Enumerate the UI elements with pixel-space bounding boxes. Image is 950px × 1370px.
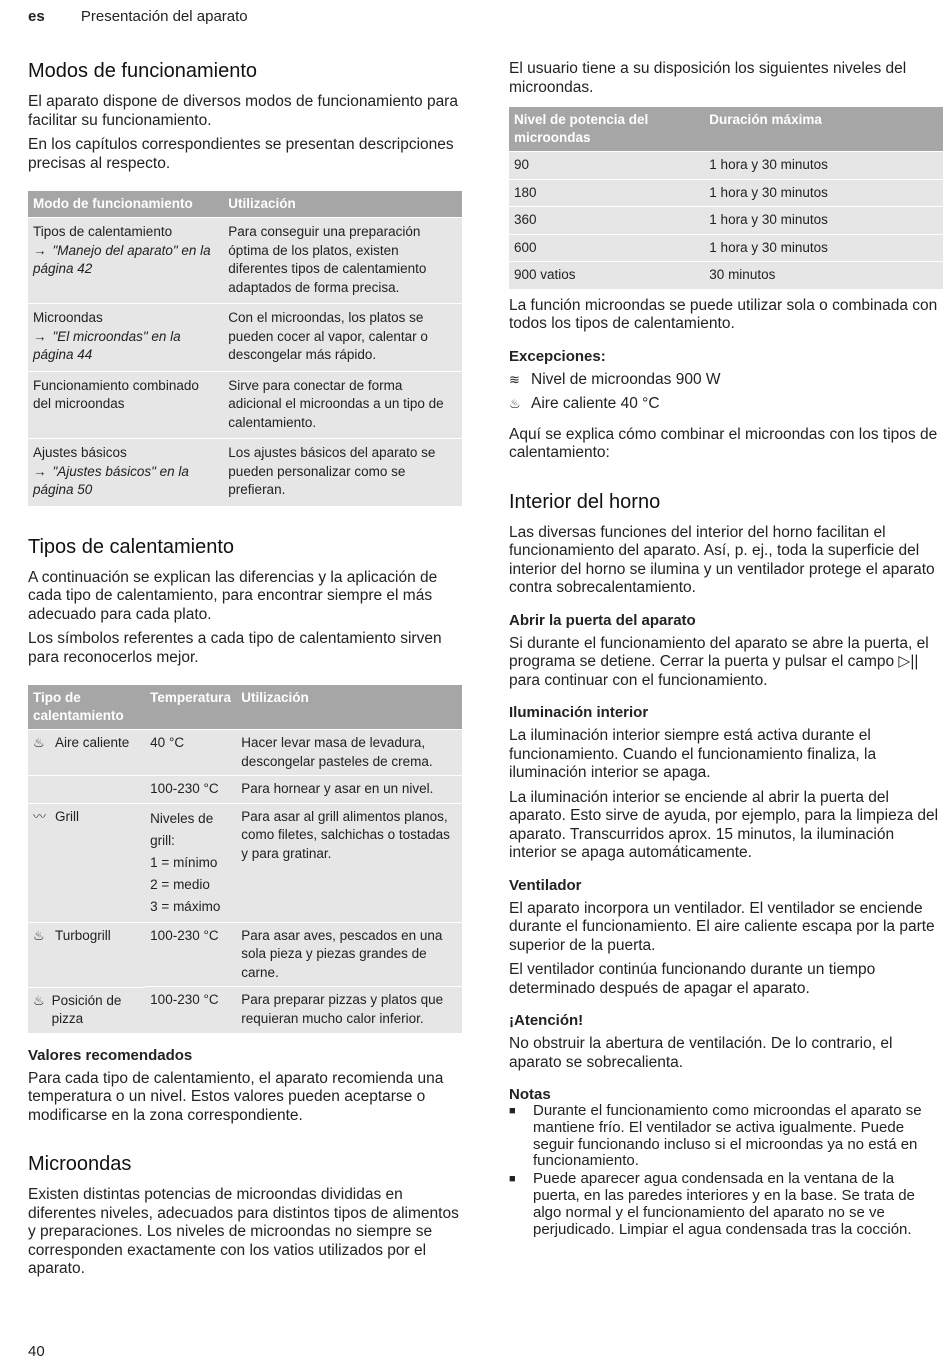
- reference-text: "Manejo del aparato" en la página 42: [33, 242, 211, 276]
- power-cell: 90: [509, 152, 704, 180]
- table-row: [28, 803, 462, 922]
- heating-paragraph-1: A continuación se explican las diferencias y la aplicación de cada tipo de calentamiento, para encontrar siempre el más adecuado para cada plato.: [28, 568, 438, 623]
- table-row: [28, 922, 462, 987]
- page-reference[interactable]: [33, 242, 218, 279]
- fan-heading: Ventilador: [509, 876, 582, 894]
- power-cell: 180: [509, 179, 704, 207]
- temp-cell: Niveles de grill: 1 = mínimo 2 = medio 3 = máximo: [145, 803, 236, 922]
- table-row: [28, 371, 462, 439]
- table-row: [28, 218, 462, 304]
- arrow-right-icon: →: [33, 463, 47, 479]
- heating-table: [28, 685, 462, 1033]
- use-cell: Sirve para conectar de forma adicional el microondas a un tipo de calentamiento.: [223, 371, 462, 439]
- heating-table-header-type: Tipo de calentamiento: [28, 685, 145, 730]
- modes-paragraph-1: El aparato dispone de diversos modos de funcionamiento para facilitar su funcionamiento.: [28, 93, 458, 129]
- reference-text: "El microondas" en la página 44: [33, 328, 181, 362]
- use-cell: Los ajustes básicos del aparato se pueden personalizar como se prefieran.: [223, 439, 462, 506]
- table-row: [28, 987, 462, 1033]
- right-column: [509, 60, 943, 1239]
- left-column: [28, 60, 462, 1285]
- temp-cell: 100-230 °C: [145, 776, 236, 804]
- interior-paragraph: Las diversas funciones del interior del horno facilitan el funcionamiento del aparato. Así, p. ej., toda la superficie del interior del horno se ilumina y un ventilador protege el aparato contra sobrecalentamiento.: [509, 523, 935, 596]
- hot-air-icon: ♨: [509, 396, 521, 411]
- microwave-paragraph: Existen distintas potencias de microondas divididas en diferentes niveles, adecuados para distintos tipos de alimentos y preparaciones. Los niveles de microondas no siempre se corresponden exactamente con los vatios utilizados por el aparato.: [28, 1186, 459, 1277]
- type-name: Turbogrill: [55, 927, 111, 943]
- pizza-position-icon: ♨: [33, 992, 45, 1008]
- grill-icon: 〰: [33, 808, 47, 824]
- modes-table: [28, 191, 462, 506]
- bullet-icon: ■: [509, 1173, 516, 1186]
- arrow-right-icon: →: [33, 328, 47, 344]
- exception-item: [509, 395, 943, 414]
- light-heading: Iluminación interior: [509, 704, 649, 721]
- microwave-icon: ≋: [509, 371, 520, 387]
- bullet-icon: ■: [509, 1105, 516, 1117]
- temp-cell: 100-230 °C: [145, 922, 236, 987]
- levels-header-power: Nivel de potencia del microondas: [509, 107, 704, 152]
- table-row: [28, 776, 462, 804]
- light-paragraph-2: La iluminación interior se enciende al abrir la puerta del aparato. Esto sirve de ayuda, por ejemplo, para la limpieza del aparato. Transcurridos aprox. 15 minutos, la iluminación interior se apaga automáticamente.: [509, 788, 939, 861]
- temp-cell: 40 °C: [145, 730, 236, 776]
- modes-table-header-use: Utilización: [223, 191, 462, 218]
- door-heading: Abrir la puerta del aparato: [509, 611, 696, 629]
- temp-cell: 100-230 °C: [145, 987, 236, 1033]
- list-item: [509, 1103, 943, 1170]
- combo-paragraph: La función microondas se puede utilizar sola o combinada con todos los tipos de calentamiento.: [509, 296, 938, 332]
- combo-explain: Aquí se explica cómo combinar el microondas con los tipos de calentamiento:: [509, 425, 938, 461]
- language-code: es: [28, 8, 45, 25]
- mode-cell: [28, 371, 223, 439]
- duration-cell: 1 hora y 30 minutos: [704, 179, 943, 207]
- table-row: [509, 262, 943, 289]
- page-reference[interactable]: [33, 328, 218, 365]
- microwave-levels-table: [509, 107, 943, 289]
- mode-name: Microondas: [33, 310, 103, 325]
- door-paragraph: Si durante el funcionamiento del aparato se abre la puerta, el programa se detiene. Cerrar la puerta y pulsar el campo ▷|| para continuar con el funcionamiento.: [509, 634, 929, 689]
- page-reference[interactable]: [33, 463, 218, 500]
- interior-heading: Interior del horno: [509, 490, 661, 513]
- hot-air-icon: ♨: [33, 735, 45, 750]
- exception-text: Nivel de microondas 900 W: [531, 370, 721, 388]
- exception-item: [509, 371, 943, 390]
- type-name: Grill: [55, 808, 79, 824]
- table-row: [509, 179, 943, 207]
- notes-heading: Notas: [509, 1086, 551, 1103]
- microwave-heading: Microondas: [28, 1153, 132, 1175]
- type-cell: [28, 922, 145, 987]
- duration-cell: 30 minutos: [704, 262, 943, 289]
- mode-cell: [28, 218, 223, 304]
- warning-paragraph: No obstruir la abertura de ventilación. De lo contrario, el aparato se sobrecalienta.: [509, 1035, 893, 1071]
- type-cell: [28, 730, 145, 776]
- heating-paragraph-2: Los símbolos referentes a cada tipo de calentamiento sirven para reconocerlos mejor.: [28, 630, 442, 666]
- power-cell: 900 vatios: [509, 262, 704, 289]
- levels-intro: El usuario tiene a su disposición los siguientes niveles del microondas.: [509, 60, 907, 96]
- mode-name: Tipos de calentamiento: [33, 224, 173, 239]
- duration-cell: 1 hora y 30 minutos: [704, 152, 943, 180]
- use-cell: Para asar aves, pescados en una sola pieza y piezas grandes de carne.: [236, 922, 462, 987]
- type-name: Aire caliente: [55, 735, 130, 750]
- section-title: Presentación del aparato: [80, 8, 248, 25]
- recommended-heading: Valores recomendados: [28, 1046, 193, 1064]
- type-cell: [28, 803, 145, 922]
- duration-cell: 1 hora y 30 minutos: [704, 234, 943, 262]
- page-number: 40: [28, 1343, 45, 1360]
- use-cell: Para hornear y asar en un nivel.: [236, 776, 462, 804]
- warning-heading: ¡Atención!: [509, 1012, 584, 1029]
- table-row: [509, 152, 943, 180]
- levels-header-duration: Duración máxima: [704, 107, 943, 152]
- modes-table-header-mode: Modo de funcionamiento: [28, 191, 223, 218]
- modes-heading: Modos de funcionamiento: [28, 60, 258, 82]
- use-cell: Para preparar pizzas y platos que requieran mucho calor inferior.: [236, 987, 462, 1033]
- table-row: [509, 207, 943, 235]
- page-header: [28, 8, 248, 25]
- list-item: [509, 1171, 943, 1238]
- table-row: [28, 730, 462, 776]
- type-name: Posición de pizza: [51, 992, 122, 1026]
- power-cell: 360: [509, 207, 704, 235]
- duration-cell: 1 hora y 30 minutos: [704, 207, 943, 235]
- fan-paragraph-1: El aparato incorpora un ventilador. El ventilador se enciende durante el funcionamiento. El aire caliente escapa por la parte superior de la puerta.: [509, 899, 935, 954]
- table-row: [28, 439, 462, 506]
- use-cell: Para conseguir una preparación óptima de los platos, existen diferentes tipos de calentamiento adaptados de forma precisa.: [223, 218, 462, 304]
- power-cell: 600: [509, 234, 704, 262]
- heating-table-header-temp: Temperatura: [145, 685, 236, 730]
- mode-name: Funcionamiento combinado del microondas: [33, 377, 199, 411]
- note-text: Puede aparecer agua condensada en la ventana de la puerta, en las paredes interiores y en la base. Se trata de algo normal y el funcionamiento del aparato no se ve perjudicado. Limpiar el agua condensada tras la cocción.: [533, 1170, 915, 1238]
- notes-list: [509, 1103, 943, 1238]
- recommended-paragraph: Para cada tipo de calentamiento, el aparato recomienda una temperatura o un nivel. Estos valores pueden aceptarse o modificarse en la zona correspondiente.: [28, 1069, 444, 1124]
- table-row: [509, 234, 943, 262]
- arrow-right-icon: →: [33, 242, 47, 258]
- modes-paragraph-2: En los capítulos correspondientes se presentan descripciones precisas al respecto.: [28, 136, 454, 172]
- type-cell: [28, 987, 145, 1033]
- exception-text: Aire caliente 40 °C: [531, 395, 660, 412]
- reference-text: "Ajustes básicos" en la página 50: [33, 463, 189, 497]
- use-cell: Hacer levar masa de levadura, descongelar pasteles de crema.: [236, 730, 462, 776]
- type-cell: [28, 776, 145, 804]
- mode-cell: [28, 439, 223, 506]
- heating-table-header-use: Utilización: [236, 685, 462, 730]
- light-paragraph-1: La iluminación interior siempre está activa durante el funcionamiento. Cuando el funcionamiento finaliza, la iluminación interior se apaga.: [509, 727, 877, 781]
- mode-name: Ajustes básicos: [33, 445, 127, 460]
- exceptions-heading: Excepciones:: [509, 347, 606, 365]
- fan-paragraph-2: El ventilador continúa funcionando durante un tiempo determinado después de apagar el aparato.: [509, 961, 876, 997]
- mode-cell: [28, 304, 223, 372]
- table-row: [28, 304, 462, 372]
- turbogrill-icon: ♨: [33, 927, 45, 943]
- use-cell: Con el microondas, los platos se pueden cocer al vapor, calentar o descongelar más rápido.: [223, 304, 462, 372]
- heating-heading: Tipos de calentamiento: [28, 535, 235, 558]
- use-cell: Para asar al grill alimentos planos, como filetes, salchichas o tostadas y para gratinar.: [236, 803, 462, 922]
- note-text: Durante el funcionamiento como microondas el aparato se mantiene frío. El ventilador se activa igualmente. Puede seguir funcionando incluso si el microondas ya no está en funcionamiento.: [533, 1102, 922, 1170]
